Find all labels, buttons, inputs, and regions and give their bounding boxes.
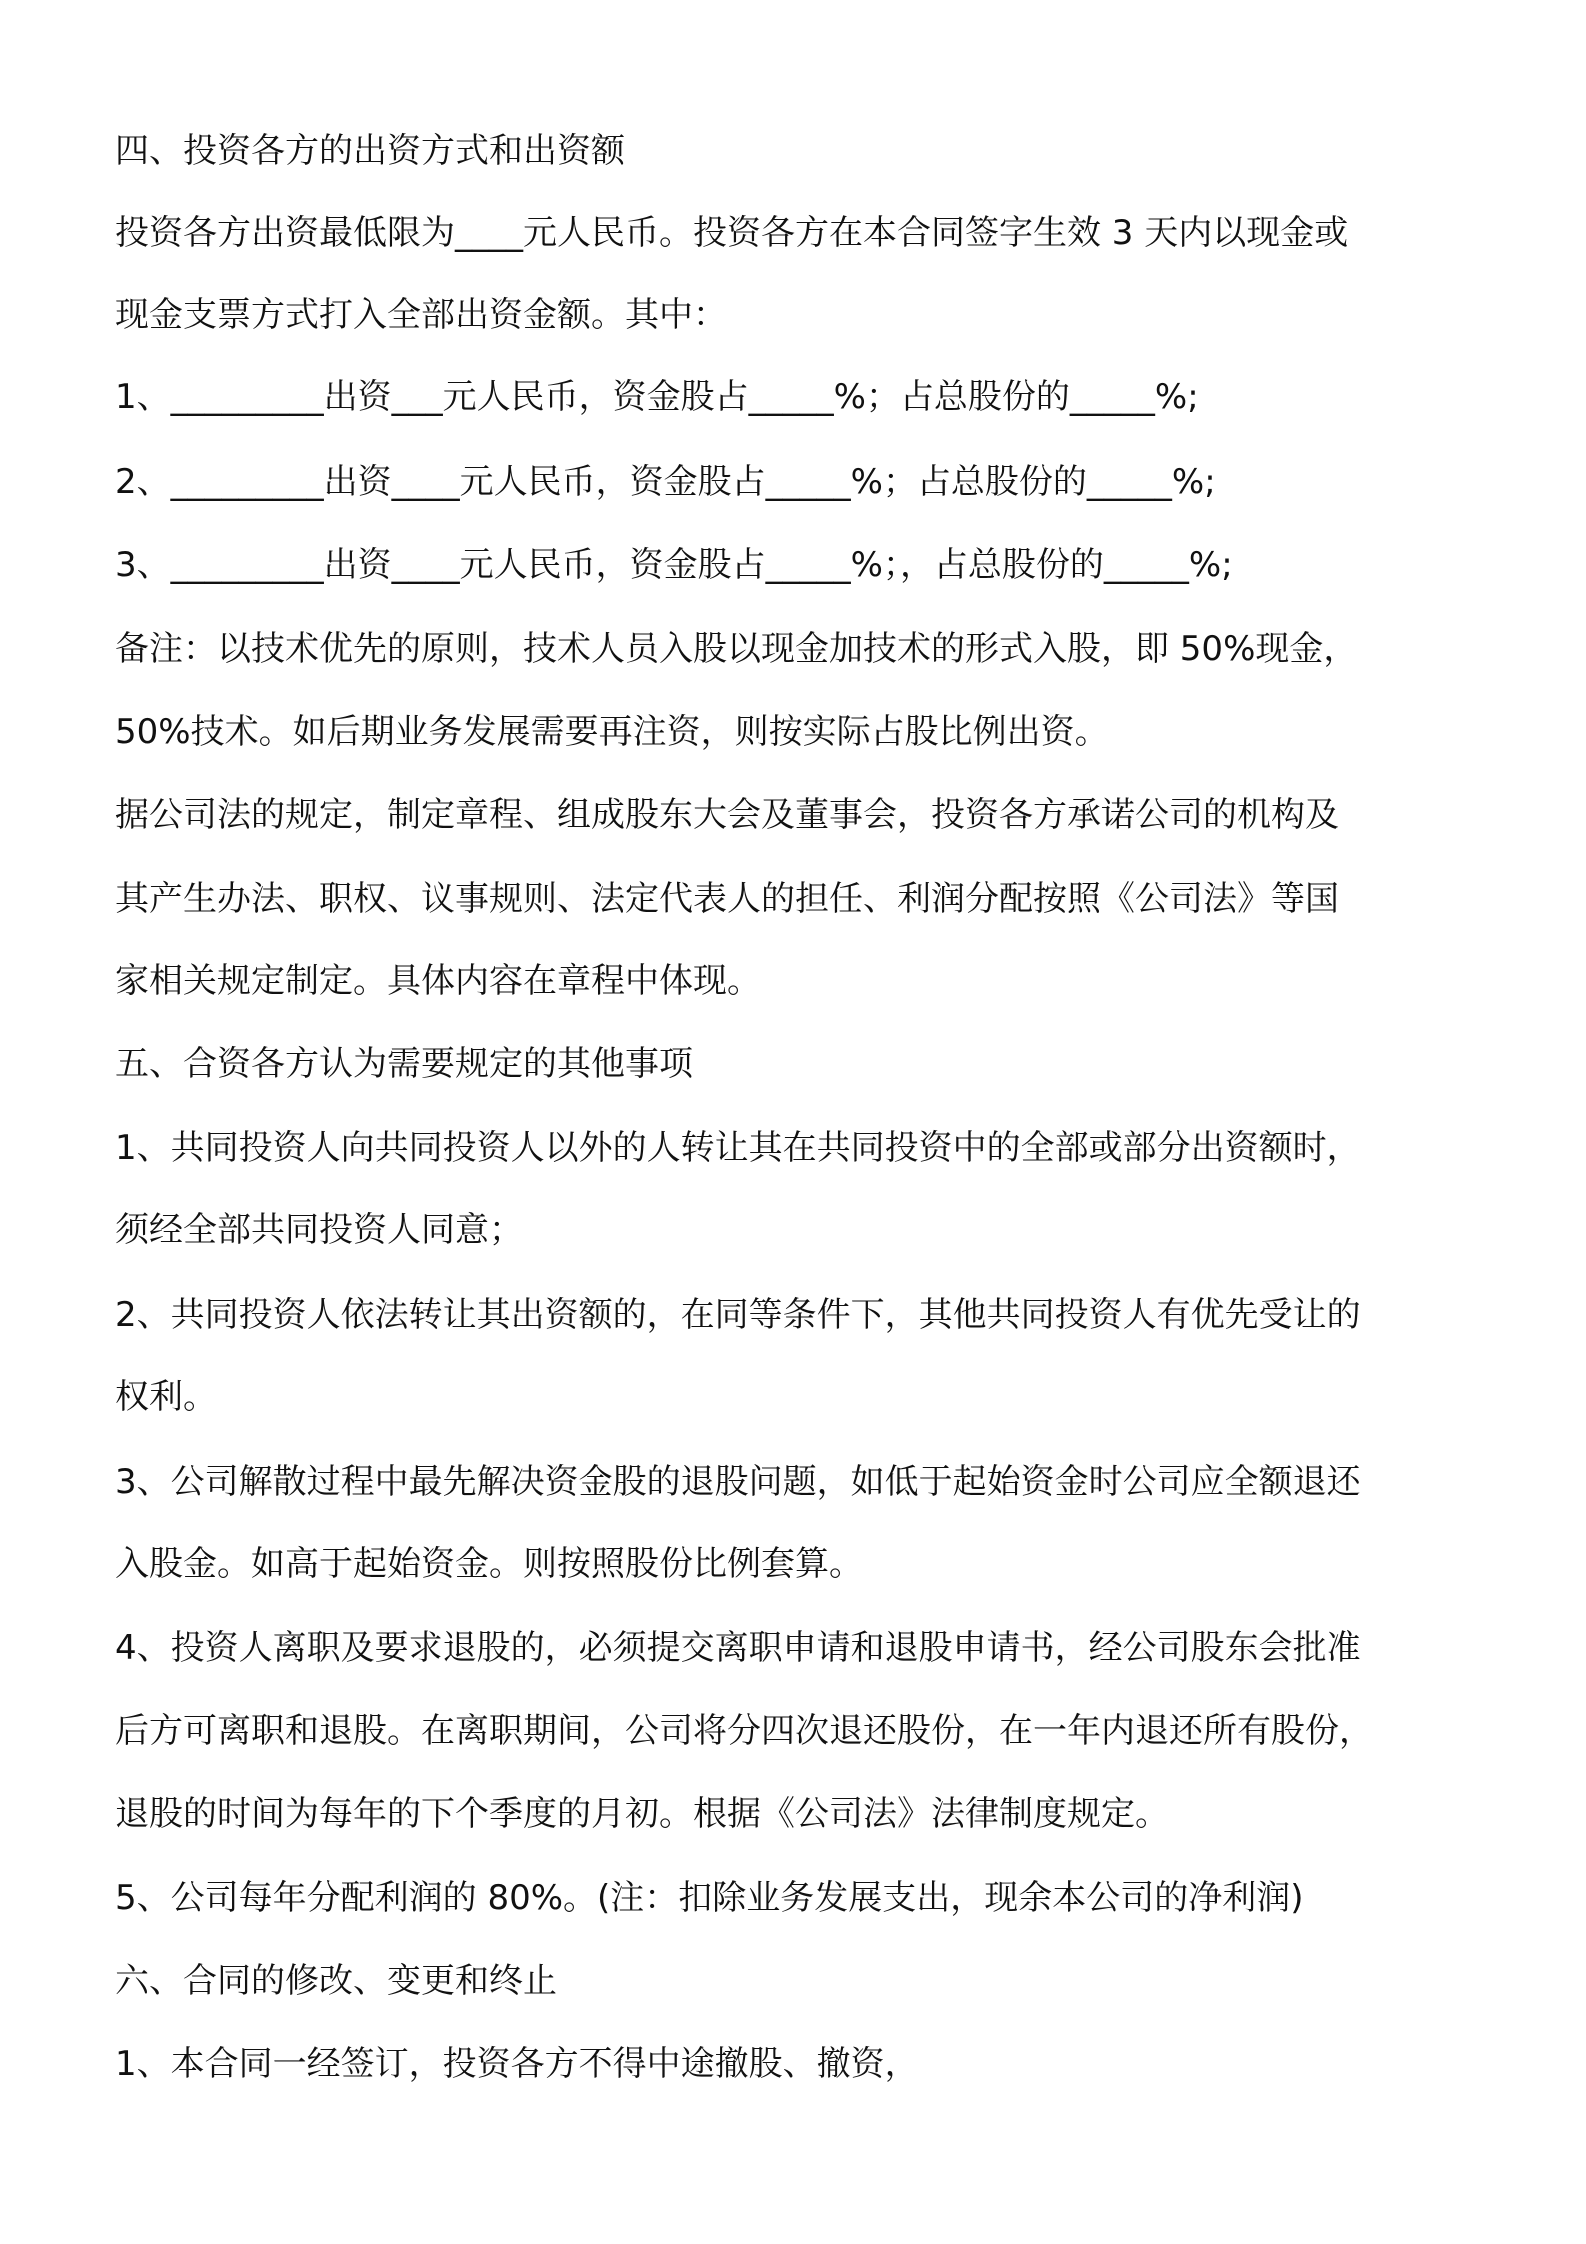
clause-line: 权利。 [115, 1377, 217, 1417]
clause-line: 退股的时间为每年的下个季度的月初。根据《公司法》法律制度规定。 [115, 1794, 1169, 1834]
note-line: 50%技术。如后期业务发展需要再注资，则按实际占股比例出资。 [115, 712, 1109, 752]
clause-line: 须经全部共同投资人同意； [115, 1210, 523, 1250]
heading-section-6: 六、合同的修改、变更和终止 [115, 1961, 557, 2001]
investor-1-line: 1、_________出资___元人民币，资金股占_____%；占总股份的_____%; [115, 377, 1199, 417]
heading-section-5: 五、合资各方认为需要规定的其他事项 [115, 1044, 693, 1084]
clause-line: 1、共同投资人向共同投资人以外的人转让其在共同投资中的全部或部分出资额时， [115, 1128, 1361, 1168]
clause-line: 后方可离职和退股。在离职期间，公司将分四次退还股份，在一年内退还所有股份， [115, 1711, 1373, 1751]
note-line: 备注：以技术优先的原则，技术人员入股以现金加技术的形式入股，即 50%现金， [115, 629, 1358, 669]
heading-section-4: 四、投资各方的出资方式和出资额 [115, 131, 625, 171]
clause-line: 4、投资人离职及要求退股的，必须提交离职申请和退股申请书，经公司股东会批准 [115, 1628, 1361, 1668]
paragraph-line: 其产生办法、职权、议事规则、法定代表人的担任、利润分配按照《公司法》等国 [115, 879, 1339, 919]
paragraph-line: 据公司法的规定，制定章程、组成股东大会及董事会，投资各方承诺公司的机构及 [115, 795, 1339, 835]
investor-3-line: 3、_________出资____元人民币，资金股占_____%；，占总股份的_____%; [115, 545, 1233, 585]
clause-line: 3、公司解散过程中最先解决资金股的退股问题，如低于起始资金时公司应全额退还 [115, 1462, 1361, 1502]
clause-line: 入股金。如高于起始资金。则按照股份比例套算。 [115, 1544, 863, 1584]
paragraph-line: 现金支票方式打入全部出资金额。其中： [115, 295, 727, 335]
investor-2-line: 2、_________出资____元人民币，资金股占_____%；占总股份的_____%; [115, 462, 1216, 502]
clause-line: 5、公司每年分配利润的 80%。(注：扣除业务发展支出，现余本公司的净利润) [115, 1878, 1304, 1918]
clause-line: 1、本合同一经签订，投资各方不得中途撤股、撤资， [115, 2044, 919, 2084]
clause-line: 2、共同投资人依法转让其出资额的，在同等条件下，其他共同投资人有优先受让的 [115, 1295, 1361, 1335]
paragraph-line: 家相关规定制定。具体内容在章程中体现。 [115, 961, 761, 1001]
paragraph-line: 投资各方出资最低限为____元人民币。投资各方在本合同签字生效 3 天内以现金或 [115, 213, 1349, 253]
